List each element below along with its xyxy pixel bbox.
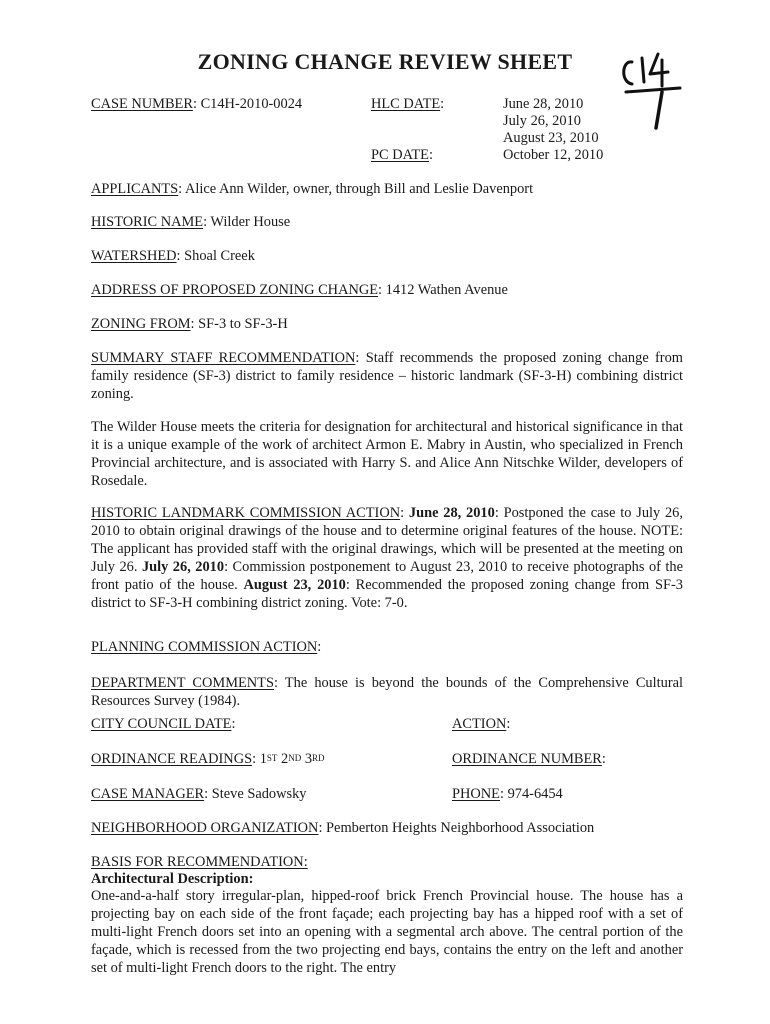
hlc-date-label: HLC DATE — [371, 96, 441, 112]
basis-heading — [91, 853, 308, 871]
case-manager-label: CASE MANAGER — [91, 786, 205, 802]
criteria-paragraph: The Wilder House meets the criteria for designation for architectural and historical significance in that it is a unique example of the work of architect Armon E. Mabry in Austin, who specialized in French Provincial architecture, and is associated with Harry S. and Alice Ann Nitschke Wilder, developers of Rosedale. — [91, 419, 683, 489]
hlc-action-text-3: Recommended the proposed zoning change from SF-3 district to SF-3-H combining district zoning. Vote: 7-0. — [91, 577, 683, 611]
ordinance-number-row: ORDINANCE NUMBER: — [452, 751, 606, 767]
city-council-date-label: CITY COUNCIL DATE — [91, 716, 232, 732]
case-number-label: CASE NUMBER — [91, 96, 193, 112]
pc-date-label: PC DATE — [371, 147, 429, 163]
hlc-action-date-2: July 26, 2010 — [141, 559, 225, 575]
ordinance-readings-row: ORDINANCE READINGS: 1ST 2ND 3RD — [91, 751, 325, 767]
applicants-value: Alice Ann Wilder, owner, through Bill and Leslie Davenport — [184, 181, 534, 197]
phone-value: 974-6454 — [507, 786, 563, 802]
applicants-row: APPLICANTS: Alice Ann Wilder, owner, through Bill and Leslie Davenport — [91, 181, 534, 197]
neighborhood-value: Pemberton Heights Neighborhood Association — [326, 820, 595, 836]
phone-row: PHONE: 974-6454 — [452, 786, 563, 802]
planning-commission-row: PLANNING COMMISSION ACTION: — [91, 639, 322, 655]
address-row: ADDRESS OF PROPOSED ZONING CHANGE: 1412 Wathen Avenue — [91, 282, 508, 298]
planning-commission-label: PLANNING COMMISSION ACTION — [91, 639, 318, 655]
case-number-row: CASE NUMBER: C14H-2010-0024 — [91, 96, 303, 112]
handwritten-case-mark — [618, 42, 688, 132]
department-comments-text: The house is beyond the bounds of the Comprehensive Cultural Resources Survey (1984). — [91, 675, 683, 709]
hlc-action-date-3: August 23, 2010 — [243, 577, 346, 593]
hlc-date-3: August 23, 2010 — [503, 130, 599, 146]
hlc-action-text-1: Postponed the case to July 26, 2010 to obtain original drawings of the house and to determine original features of the house. NOTE: The applicant has provided staff with the original drawings, which will be presented at the meeting on July 26. — [91, 505, 683, 575]
neighborhood-label: NEIGHBORHOOD ORGANIZATION — [91, 820, 319, 836]
reading-1: 1ST — [259, 751, 278, 767]
case-number-value: C14H-2010-0024 — [200, 96, 303, 112]
zoning-from-label: ZONING FROM — [91, 316, 191, 332]
reading-3: 3RD — [304, 751, 325, 767]
pc-date-label-row: PC DATE: — [371, 147, 433, 163]
summary-paragraph: SUMMARY STAFF RECOMMENDATION: Staff recommends the proposed zoning change from family residence (SF-3) district to family residence – historic landmark (SF-3-H) combining district zoning. — [91, 350, 683, 402]
zoning-from-value: SF-3 to SF-3-H — [198, 316, 288, 332]
phone-label: PHONE — [452, 786, 500, 802]
neighborhood-row: NEIGHBORHOOD ORGANIZATION: Pemberton Heights Neighborhood Association — [91, 820, 595, 836]
watershed-value: Shoal Creek — [184, 248, 255, 264]
hlc-date-1: June 28, 2010 — [503, 96, 584, 112]
applicants-label: APPLICANTS — [91, 181, 179, 197]
hlc-action-label: HISTORIC LANDMARK COMMISSION ACTION — [91, 505, 401, 521]
historic-name-value: Wilder House — [210, 214, 291, 230]
address-label: ADDRESS OF PROPOSED ZONING CHANGE — [91, 282, 379, 298]
reading-2: 2ND — [281, 751, 302, 767]
pc-date-value: October 12, 2010 — [503, 147, 604, 163]
department-comments-paragraph: DEPARTMENT COMMENTS: The house is beyond the bounds of the Comprehensive Cultural Resources Survey (1984). — [91, 675, 683, 709]
basis-label: BASIS FOR RECOMMENDATION: — [91, 854, 308, 870]
summary-label: SUMMARY STAFF RECOMMENDATION — [91, 350, 356, 366]
hlc-action-date-1: June 28, 2010 — [408, 505, 495, 521]
historic-name-label: HISTORIC NAME — [91, 214, 204, 230]
watershed-row: WATERSHED: Shoal Creek — [91, 248, 255, 264]
ordinance-number-label: ORDINANCE NUMBER — [452, 751, 602, 767]
page-title: ZONING CHANGE REVIEW SHEET — [197, 49, 573, 74]
address-value: 1412 Wathen Avenue — [385, 282, 508, 298]
zoning-from-row: ZONING FROM: SF-3 to SF-3-H — [91, 316, 288, 332]
action-label: ACTION — [452, 716, 507, 732]
city-council-date-row: CITY COUNCIL DATE: — [91, 716, 236, 732]
case-manager-value: Steve Sadowsky — [211, 786, 307, 802]
case-manager-row: CASE MANAGER: Steve Sadowsky — [91, 786, 307, 802]
hlc-action-text-2: Commission postponement to August 23, 2010 to receive photographs of the front patio of the house. — [91, 559, 683, 593]
hlc-date-2: July 26, 2010 — [503, 113, 581, 129]
architectural-description-text: One-and-a-half story irregular-plan, hipped-roof brick French Provincial house. The house has a projecting bay on each side of the front façade; each projecting bay has a hipped roof with a set of multi-light French doors set into an opening with a segmental arch above. The central portion of the façade, which is recessed from the two projecting end bays, contains the entry on the left and another set of multi-light French doors to the right. The entry — [91, 888, 683, 976]
summary-text: Staff recommends the proposed zoning change from family residence (SF-3) district to family residence – historic landmark (SF-3-H) combining district zoning. — [91, 350, 683, 402]
action-row: ACTION: — [452, 716, 511, 732]
watershed-label: WATERSHED — [91, 248, 177, 264]
hlc-date-label-row: HLC DATE: — [371, 96, 445, 112]
department-comments-label: DEPARTMENT COMMENTS — [91, 675, 274, 691]
ordinance-readings-label: ORDINANCE READINGS — [91, 751, 253, 767]
architectural-description-heading: Architectural Description: — [91, 871, 254, 887]
hlc-action-paragraph: HISTORIC LANDMARK COMMISSION ACTION: June 28, 2010: Postponed the case to July 26, 2010 to obtain original drawings of the house and to determine original features of the house. NOTE: The applicant has provided staff with the original drawings, which will be presented at the meeting on July 26. July 26, 2010: Commission postponement to August 23, 2010 to receive photographs of the front patio of the house. August 23, 2010: Recommended the proposed zoning change from SF-3 district to SF-3-H combining district zoning. Vote: 7-0. — [91, 505, 683, 611]
historic-name-row: HISTORIC NAME: Wilder House — [91, 214, 291, 230]
